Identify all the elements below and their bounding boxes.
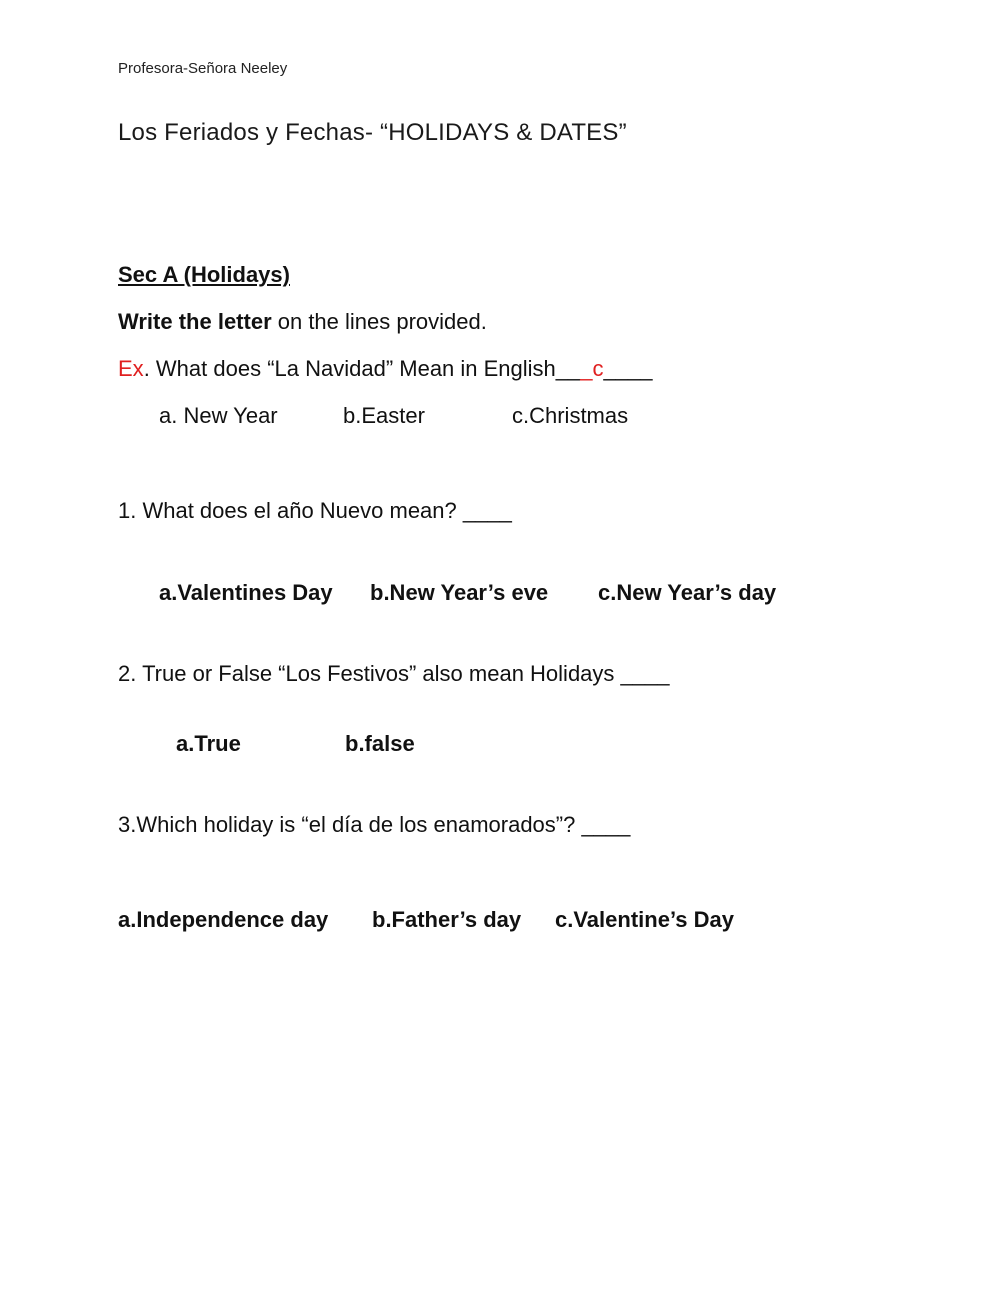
example-option-b: b.Easter (343, 403, 425, 428)
question-1[interactable]: 1. What does el año Nuevo mean? ____ (118, 498, 512, 523)
q1-option-c[interactable]: c.New Year’s day (598, 580, 777, 605)
q2-option-b[interactable]: b.false (345, 731, 415, 756)
worksheet-title: Los Feriados y Fechas- “HOLIDAYS & DATES” (118, 119, 627, 146)
example-blank-after: ____ (603, 356, 653, 381)
instruction-bold: Write the letter (118, 309, 272, 334)
example-option-a: a. New Year (159, 403, 278, 428)
example-text: . What does “La Navidad” Mean in English (143, 356, 556, 381)
question-2[interactable]: 2. True or False “Los Festivos” also mean Holidays ____ (118, 661, 670, 686)
instruction (118, 309, 487, 335)
instruction-rest: on the lines provided. (271, 309, 487, 334)
question-3[interactable]: 3.Which holiday is “el día de los enamorados”? ____ (118, 812, 631, 837)
q2-option-a[interactable]: a.True (176, 731, 241, 756)
teacher-name: Profesora-Señora Neeley (118, 60, 288, 77)
example-prefix: Ex (118, 356, 144, 381)
example-question (118, 356, 652, 382)
section-heading: Sec A (Holidays) (118, 262, 290, 287)
q1-option-a[interactable]: a.Valentines Day (159, 580, 333, 605)
q1-option-b[interactable]: b.New Year’s eve (370, 580, 549, 605)
q3-option-c[interactable]: c.Valentine’s Day (555, 907, 734, 932)
example-answer[interactable]: _c (580, 356, 604, 381)
q3-option-a[interactable]: a.Independence day (118, 907, 329, 932)
q3-option-b[interactable]: b.Father’s day (372, 907, 522, 932)
example-blank-before: __ (555, 356, 581, 381)
example-option-c: c.Christmas (512, 403, 629, 428)
